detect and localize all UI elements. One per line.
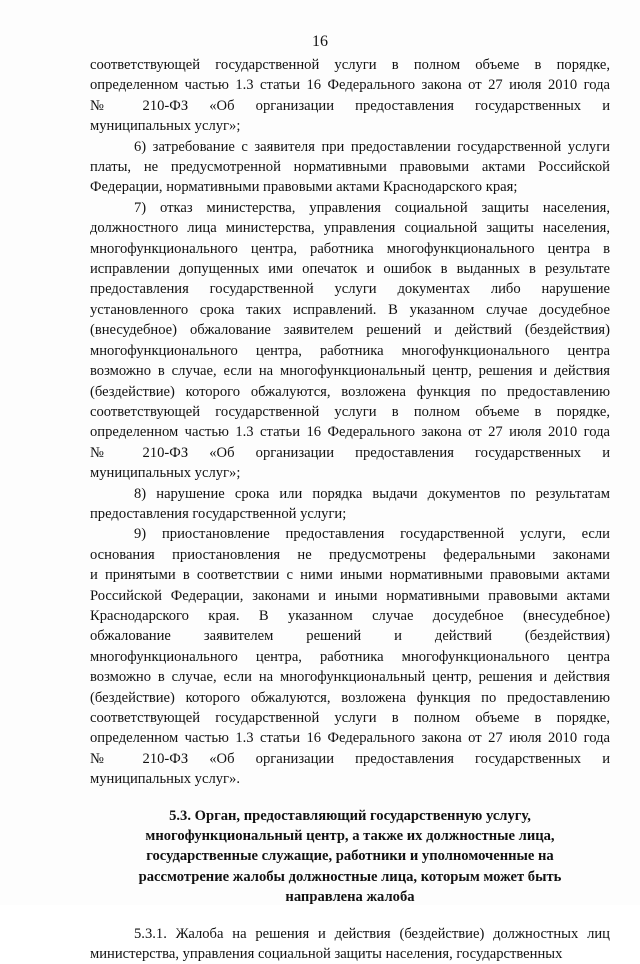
text-line: 8) нарушение срока или порядка выдачи документов по результатам xyxy=(134,485,610,502)
text-line: (бездействие) которого обжалуются, возложена функция по предоставлению xyxy=(90,383,610,400)
paragraph xyxy=(90,524,610,789)
text-line: многофункционального центра, работника многофункционального центра xyxy=(90,342,610,359)
heading-line: 5.3. Орган, предоставляющий государственную услугу, xyxy=(169,807,531,824)
text-line: исправлении допущенных ими опечаток и ошибок в выданных в результате xyxy=(90,261,610,278)
paragraph xyxy=(90,55,610,137)
text-line: многофункционального центра, работника многофункционального центра xyxy=(90,648,610,665)
text-line: муниципальных услуг»; xyxy=(90,118,241,135)
text-line: Федерации, нормативными правовыми актами Краснодарского края; xyxy=(90,179,518,196)
text-line: 6) затребование с заявителя при предоставлении государственной услуги xyxy=(134,138,610,155)
text-line: муниципальных услуг». xyxy=(90,771,240,788)
paragraph xyxy=(90,484,610,525)
paragraph xyxy=(90,198,610,484)
text-line: должностного лица министерства, управления социальной защиты населения, xyxy=(90,220,610,237)
text-line: соответствующей государственной услуги в полном объеме в порядке, xyxy=(90,403,610,420)
text-line: Российской Федерации, законами и иными нормативными правовыми актами xyxy=(90,587,610,604)
text-line: Краснодарского края. В указанном случае досудебное (внесудебное) xyxy=(90,607,610,624)
text-line: соответствующей государственной услуги в полном объеме в порядке, xyxy=(90,57,610,73)
text-line: основания приостановления не предусмотрены федеральными законами xyxy=(90,546,610,563)
paragraph-list xyxy=(90,55,610,790)
text-line: предоставления государственной услуги; xyxy=(90,505,347,522)
text-line: определенном частью 1.3 статьи 16 Федерального закона от 27 июля 2010 года xyxy=(90,424,610,441)
final-paragraph-container xyxy=(90,924,610,964)
text-line: 7) отказ министерства, управления социальной защиты населения, xyxy=(134,199,610,216)
paragraph xyxy=(90,137,610,198)
heading-line: многофункциональный центр, а также их должностные лица, xyxy=(145,828,555,845)
text-line: и принятыми в соответствии с ними иными нормативными правовыми актами xyxy=(90,567,610,584)
text-line: № 210-ФЗ «Об организации предоставления государственных и xyxy=(90,444,610,461)
text-line: 5.3.1. Жалоба на решения и действия (бездействие) должностных лиц xyxy=(134,925,610,942)
text-line: (внесудебное) обжалование заявителем решений и действий (бездействия) xyxy=(90,322,610,339)
text-line: возможно в случае, если на многофункциональный центр, решения и действия xyxy=(90,669,610,686)
text-line: определенном частью 1.3 статьи 16 Федерального закона от 27 июля 2010 года xyxy=(90,77,610,94)
section-heading xyxy=(90,806,610,908)
text-line: соответствующей государственной услуги в полном объеме в порядке, xyxy=(90,710,610,726)
text-line: определенном частью 1.3 статьи 16 Федерального закона от 27 июля 2010 года xyxy=(90,730,610,747)
document-body xyxy=(90,55,610,964)
heading-line: направлена жалоба xyxy=(285,889,415,906)
text-line: многофункционального центра, работника многофункционального центра в xyxy=(90,240,610,257)
text-line: предоставления государственной услуги документах либо нарушение xyxy=(90,281,610,298)
text-line: № 210-ФЗ «Об организации предоставления государственных и xyxy=(90,750,610,767)
text-line: министерства, управления социальной защиты населения, государственных xyxy=(90,946,563,963)
text-line: 9) приостановление предоставления государственной услуги, если xyxy=(134,526,610,543)
page-number: 16 xyxy=(312,33,328,50)
text-line: установленного срока таких исправлений. В указанном случае досудебное xyxy=(90,301,610,318)
heading-line: государственные служащие, работники и уполномоченные на xyxy=(146,848,554,865)
paragraph-5-3-1 xyxy=(90,924,610,964)
text-line: (бездействие) которого обжалуются, возложена функция по предоставлению xyxy=(90,689,610,706)
text-line: № 210-ФЗ «Об организации предоставления государственных и xyxy=(90,97,610,114)
text-line: возможно в случае, если на многофункциональный центр, решения и действия xyxy=(90,363,610,380)
heading-line: рассмотрение жалобы должностные лица, которым может быть xyxy=(138,868,562,885)
text-line: обжалование заявителем решений и действий (бездействия) xyxy=(90,628,610,645)
text-line: муниципальных услуг»; xyxy=(90,465,241,482)
text-line: платы, не предусмотренной нормативными правовыми актами Российской xyxy=(90,159,610,176)
